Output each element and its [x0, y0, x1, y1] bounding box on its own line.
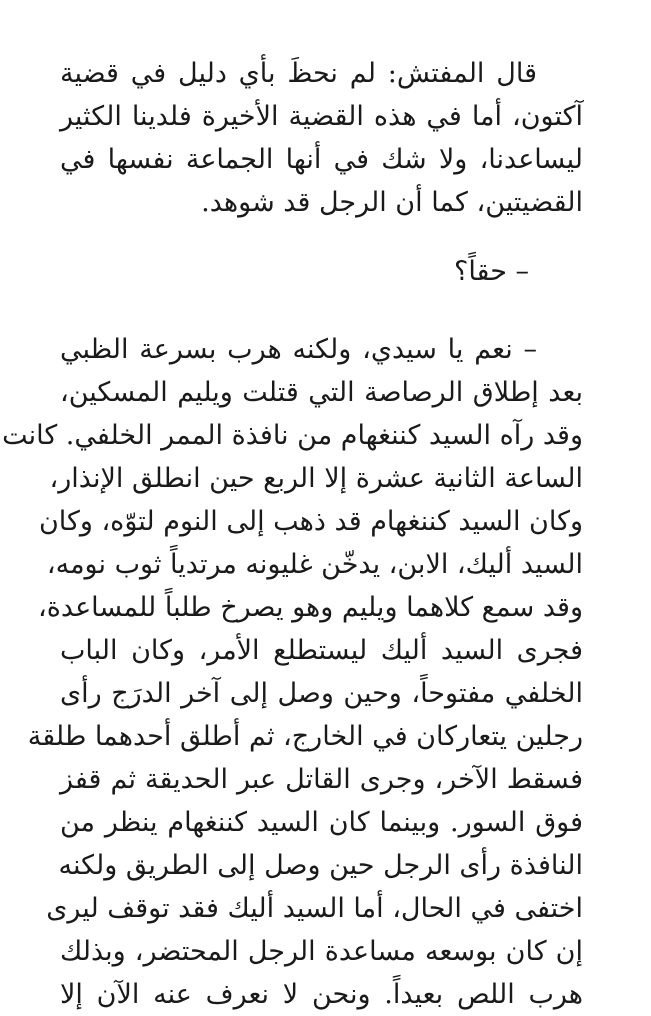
text-line: فسقط الآخر، وجرى القاتل عبر الحديقة ثم قفز — [60, 764, 583, 795]
text-line: وكان السيد كننغهام قد ذهب إلى النوم لتوّه، وكان — [38, 506, 583, 537]
text-line: وقد سمع كلاهما ويليم وهو يصرخ طلباً للمساعدة، — [38, 592, 583, 623]
text-line: الساعة الثانية عشرة إلا الربع حين انطلق الإنذار، — [49, 463, 583, 494]
paragraph-spacer — [60, 293, 583, 328]
paragraph-reply — [2, 328, 583, 1016]
text-line: – نعم يا سيدي، ولكنه هرب بسرعة الظبي — [60, 334, 537, 365]
paragraph-spacer — [60, 224, 583, 250]
paragraph-question — [60, 250, 583, 293]
text-line: وقد رآه السيد كننغهام من نافذة الممر الخلفي. كانت — [2, 420, 583, 451]
text-line: اختفى في الحال، أما السيد أليك فقد توقف ليرى — [46, 893, 583, 924]
text-line: النافذة رأى الرجل حين وصل إلى الطريق ولكنه — [58, 850, 583, 881]
text-line: القضيتين، كما أن الرجل قد شوهد. — [201, 187, 583, 218]
text-line: ليساعدنا، ولا شك في أنها الجماعة نفسها في — [60, 144, 583, 175]
text-line: فجرى السيد أليك ليستطلع الأمر، وكان الباب — [60, 635, 583, 666]
text-line: رجلين يتعاركان في الخارج، ثم أطلق أحدهما طلقة — [27, 721, 583, 752]
book-page — [2, 52, 583, 1016]
text-line: آكتون، أما في هذه القضية الأخيرة فلدينا الكثير — [60, 101, 583, 132]
text-line: – حقاً؟ — [454, 256, 529, 287]
text-line: السيد أليك، الابن، يدخّن غليونه مرتدياً ثوب نومه، — [46, 549, 583, 580]
paragraph-inspector-statement — [60, 52, 583, 224]
text-line: قال المفتش: لم نحظَ بأي دليل في قضية — [60, 58, 537, 89]
text-line: إن كان بوسعه مساعدة الرجل المحتضر، وبذلك — [60, 936, 583, 967]
text-line: الخلفي مفتوحاً، وحين وصل إلى آخر الدرَج رأى — [60, 678, 583, 709]
text-line: بعد إطلاق الرصاصة التي قتلت ويليم المسكين، — [60, 377, 583, 408]
text-line: فوق السور. وبينما كان السيد كننغهام ينظر من — [60, 807, 583, 838]
text-line: هرب اللص بعيداً. ونحن لا نعرف عنه الآن إلا — [60, 979, 583, 1010]
